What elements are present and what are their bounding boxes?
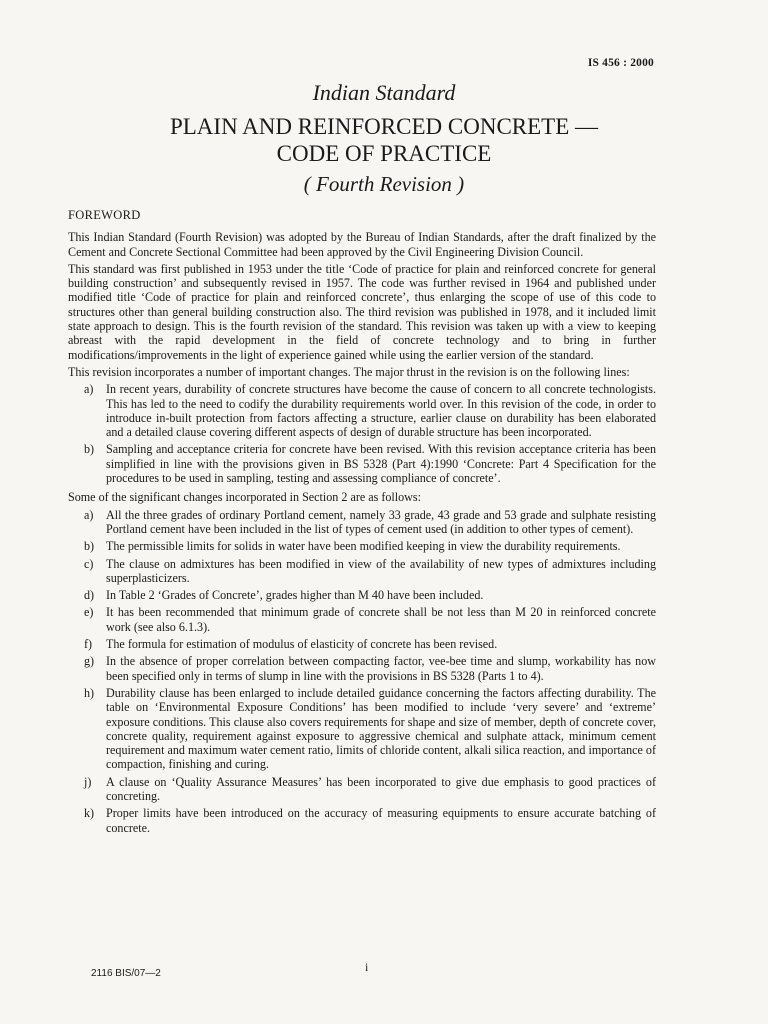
paragraph-history: This standard was first published in 1953 under the title ‘Code of practice for plain and reinforced concrete for general building construction’ and subsequently revised in 1957. The code was further revised in 1964 and published under modified title ‘Code of practice for plain and reinforced concrete’, thus enlarging the scope of use of this code to structures other than general building construction also. The third revision was published in 1978, and it included limit state approach to design. This is the fourth revision of the standard. This revision was taken up with a view to keeping abreast with the rapid development in the field of concrete technology and to bring in further modifications/improvements in the light of experience gained while using the earlier version of the standard.: [68, 261, 656, 362]
foreword-heading: FOREWORD: [68, 208, 141, 222]
list-marker: d): [84, 588, 95, 603]
list-marker: j): [84, 774, 92, 789]
list-marker: h): [84, 685, 95, 700]
section2-changes-list: [68, 508, 656, 835]
list-item-text: Proper limits have been introduced on the accuracy of measuring equipments to ensure accurate batching of concrete.: [106, 806, 656, 835]
header-indian-standard: Indian Standard: [312, 80, 456, 105]
list-item: [68, 637, 656, 651]
list-item-text: Durability clause has been enlarged to include detailed guidance concerning the factors affecting durability. The table on ‘Environmental Exposure Conditions’ has been modified to include ‘very severe’ and ‘extreme’ exposure conditions. This clause also covers requirements for shape and size of member, depth of concrete cover, concrete quality, requirement against exposure to aggressive chemical and sulphate attack, minimum cement requirement and maximum water cement ratio, limits of chloride content, alkali silica reaction, and importance of compaction, finishing and curing.: [106, 685, 656, 772]
list-item: [68, 557, 656, 586]
document-title-line1: PLAIN AND REINFORCED CONCRETE —: [169, 114, 599, 139]
list-marker: a): [84, 507, 94, 522]
list-item-text: The permissible limits for solids in water have been modified keeping in view the durability requirements.: [106, 539, 621, 554]
list-item: [68, 806, 656, 835]
list-item: [68, 686, 656, 772]
list-item: [68, 539, 656, 553]
footer-print-code: 2116 BIS/07—2: [91, 968, 161, 979]
list-marker: k): [84, 806, 95, 821]
list-item-text: All the three grades of ordinary Portland cement, namely 33 grade, 43 grade and 53 grade and sulphate resisting Portland cement have been included in the list of types of cement used (in addition to other types of cement).: [106, 507, 656, 536]
document-title-line2: CODE OF PRACTICE: [276, 141, 492, 166]
list-item: [68, 382, 656, 439]
list-marker: e): [84, 605, 94, 620]
page-number: i: [365, 960, 369, 974]
list-item-text: In the absence of proper correlation between compacting factor, vee-bee time and slump, workability has now been specified only in terms of slump in line with the provisions in BS 5328 (Parts 1 to 4).: [106, 654, 656, 683]
list-item-text: The formula for estimation of modulus of elasticity of concrete has been revised.: [106, 637, 498, 652]
paragraph-changes-intro: This revision incorporates a number of important changes. The major thrust in the revision is on the following lines:: [68, 364, 630, 379]
list-marker: a): [84, 382, 94, 397]
list-item: [68, 508, 656, 537]
list-item-text: Sampling and acceptance criteria for concrete have been revised. With this revision acceptance criteria has been simplified in line with the provisions given in BS 5328 (Part 4):1990 ‘Concrete: Part 4 Specification for the procedures to be used in sampling, testing and assessing compliance of concrete’.: [106, 442, 656, 486]
list-item-text: The clause on admixtures has been modified in view of the availability of new types of admixtures including superplasticizers.: [106, 556, 656, 585]
list-item-text: In recent years, durability of concrete structures have become the cause of concern to all concrete technologists. This has led to the need to codify the durability requirements world over. In this revision of the code, in order to introduce in-built protection from factors affecting a structure, earlier clause on durability has been elaborated and a detailed clause covering different aspects of design of durable structure has been incorporated.: [106, 382, 656, 440]
list-item-text: In Table 2 ‘Grades of Concrete’, grades higher than M 40 have been included.: [106, 588, 484, 603]
major-changes-list: [68, 382, 656, 485]
paragraph-adoption: This Indian Standard (Fourth Revision) was adopted by the Bureau of Indian Standards, after the draft finalized by the Cement and Concrete Sectional Committee had been approved by the Civil Engineering Division Council.: [68, 230, 656, 259]
standard-number: IS 456 : 2000: [587, 57, 654, 69]
list-marker: b): [84, 442, 95, 457]
list-item: [68, 654, 656, 683]
foreword-body: [68, 208, 656, 840]
list-marker: f): [84, 637, 93, 652]
list-item-text: A clause on ‘Quality Assurance Measures’ has been incorporated to give due emphasis to good practices of concreting.: [106, 774, 656, 803]
section2-intro: Some of the significant changes incorporated in Section 2 are as follows:: [68, 490, 421, 505]
list-item: [68, 605, 656, 634]
list-marker: g): [84, 654, 95, 669]
list-marker: c): [84, 556, 94, 571]
list-item: [68, 442, 656, 485]
list-item-text: It has been recommended that minimum grade of concrete shall be not less than M 20 in reinforced concrete work (see also 6.1.3).: [106, 605, 656, 634]
list-marker: b): [84, 539, 95, 554]
revision-label: ( Fourth Revision ): [303, 172, 465, 196]
list-item: [68, 588, 656, 602]
list-item: [68, 775, 656, 804]
